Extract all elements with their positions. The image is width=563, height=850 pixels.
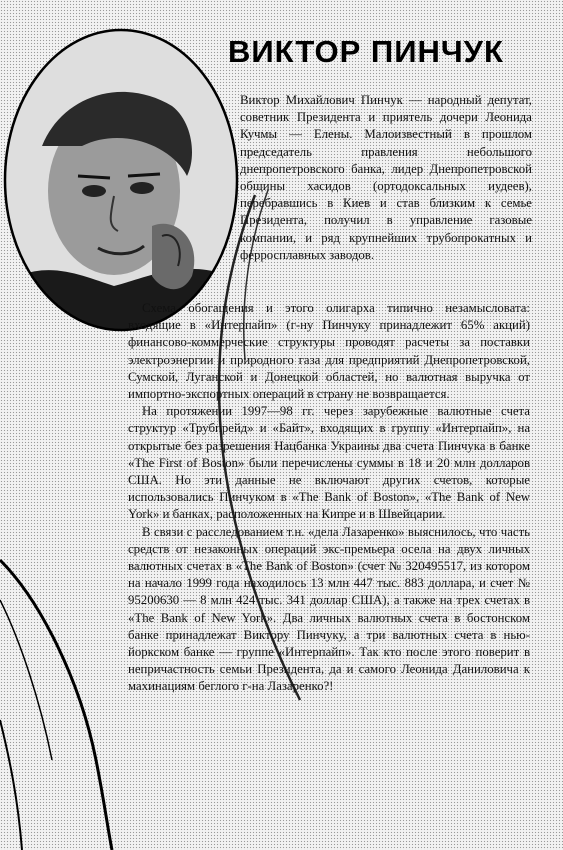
body-paragraph-3: В связи с расследованием т.н. «дела Лазаренко» выяснилось, что часть средств от незаконных операций экс-премьера осела на двух личных валютных счетах в «The Bank of Boston» (счет № 320495517, из котором на начало 1999 года находилось 13 млн 447 тыс. 883 доллара, и счет № 95200630 — 8 млн 424 тыс. 341 доллар США), а также на трех счетах в «The Bank of New York». Два личных валютных счета в бостонском банке принадлежат Виктору Пинчуку, а три валютных счета в нью-йоркском банке — группе «Интерпайп». Так кто после этого поверит в непричастность семьи Президента, да и самого Леонида Даниловича к махинациям беглого г-на Лазаренко?!	[128, 524, 530, 694]
article-intro	[240, 92, 532, 264]
article-body	[128, 300, 530, 696]
intro-paragraph: Виктор Михайлович Пинчук — народный депутат, советник Президента и приятель дочери Леонида Кучмы — Елены. Малоизвестный в прошлом председатель правления небольшого днепропетровского банка, лидер Днепропетровской общины хасидов (ортодоксальных иудеев), перебравшись в Киев и став близким к семье Президента, получил в управление газовые компании, и ряд крупнейших трубопрокатных и ферросплавных заводов.	[240, 93, 532, 262]
body-paragraph-1: Схема обогащения и этого олигарха типично незамысловата: входящие в «Интерпайп» (г-ну Пинчуку принадлежит 65% акций) финансово-коммерческие структуры проводят расчеты за поставки электроэнергии и природного газа для предприятий Днепропетровской, Сумской, Луганской и Донецкой областей, но валютная выручка от импортно-экспортных операций в страну не возвращается.	[128, 301, 530, 402]
portrait-photo	[2, 26, 240, 334]
body-paragraph-2: На протяжении 1997—98 гг. через зарубежные валютные счета структур «Трубпрейд» и «Байт», входящих в группу «Интерпайп», на открытые без разрешения Нацбанка Украины два счета Пинчука в банке «The First of Boston» были перечислены суммы в 18 и 20 млн долларов США. Но эти данные не включают других счетов, которые использовались Пинчуком в «The Bank of Boston», «The Bank of New York» и банках, расположенных на Кипре и в Швейцарии.	[128, 404, 530, 522]
article-title: ВИКТОР ПИНЧУК	[228, 34, 504, 69]
